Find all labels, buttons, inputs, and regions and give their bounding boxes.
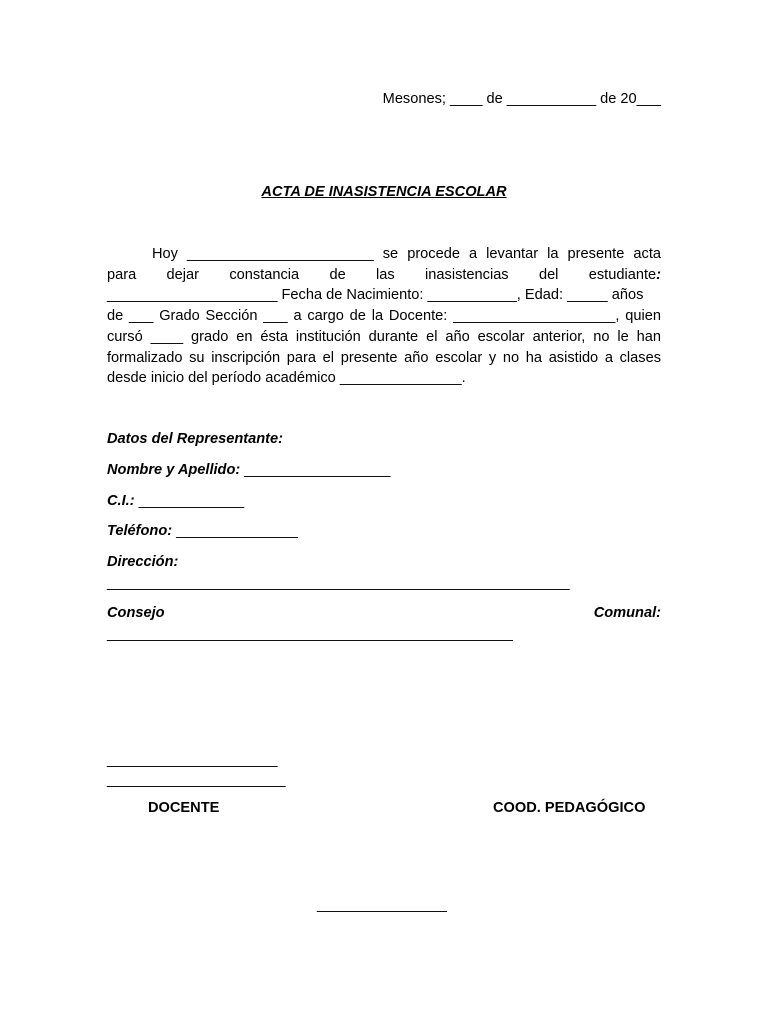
ci-blank: _____________ bbox=[134, 493, 245, 509]
docente-label: DOCENTE bbox=[148, 800, 220, 816]
ci-field bbox=[107, 493, 244, 509]
consejo-label: Consejo bbox=[107, 605, 165, 621]
signature-line-2: ______________________ bbox=[107, 772, 286, 788]
body-line-2-colon: : bbox=[656, 266, 661, 283]
body-line-7: desde inicio del período académico _______________. bbox=[107, 370, 466, 387]
body-line-1: Hoy _______________________ se procede a levantar la presente acta bbox=[152, 246, 661, 262]
body-line-2 bbox=[107, 265, 661, 286]
bottom-signature-line: ________________ bbox=[317, 897, 447, 913]
ci-label: C.I.: bbox=[107, 493, 135, 509]
date-line: Mesones; ____ de ___________ de 20___ bbox=[382, 91, 661, 107]
address-blank: _________________________________________________________ bbox=[107, 575, 570, 591]
body-line-3: _____________________ Fecha de Nacimiento: ___________, Edad: _____ años bbox=[107, 287, 644, 304]
phone-label: Teléfono: bbox=[107, 523, 173, 539]
name-blank: __________________ bbox=[240, 462, 391, 478]
document-title: ACTA DE INASISTENCIA ESCOLAR bbox=[261, 184, 507, 200]
coord-pedagogico-label: COOD. PEDAGÓGICO bbox=[493, 800, 646, 816]
body-paragraph bbox=[107, 244, 661, 389]
body-line-2-text: para dejar constancia de las inasistencias del estudiante bbox=[107, 266, 657, 283]
body-line-6: formalizado su inscripción para el presente año escolar y no ha asistido a clases bbox=[107, 349, 661, 366]
body-line-5: cursó ____ grado en ésta institución durante el año escolar anterior, no le han bbox=[107, 328, 661, 345]
body-line-4: de ___ Grado Sección ___ a cargo de la Docente: ____________________, quien bbox=[107, 308, 661, 325]
comunal-label: Comunal: bbox=[593, 605, 661, 621]
name-label: Nombre y Apellido: bbox=[107, 462, 241, 478]
phone-field bbox=[107, 523, 298, 539]
signature-line-1: _____________________ bbox=[107, 752, 278, 768]
name-field bbox=[107, 462, 390, 478]
representative-heading: Datos del Representante: bbox=[107, 431, 283, 447]
phone-blank: _______________ bbox=[172, 523, 298, 539]
address-label: Dirección: bbox=[107, 554, 179, 570]
consejo-blank: __________________________________________________ bbox=[107, 626, 513, 642]
